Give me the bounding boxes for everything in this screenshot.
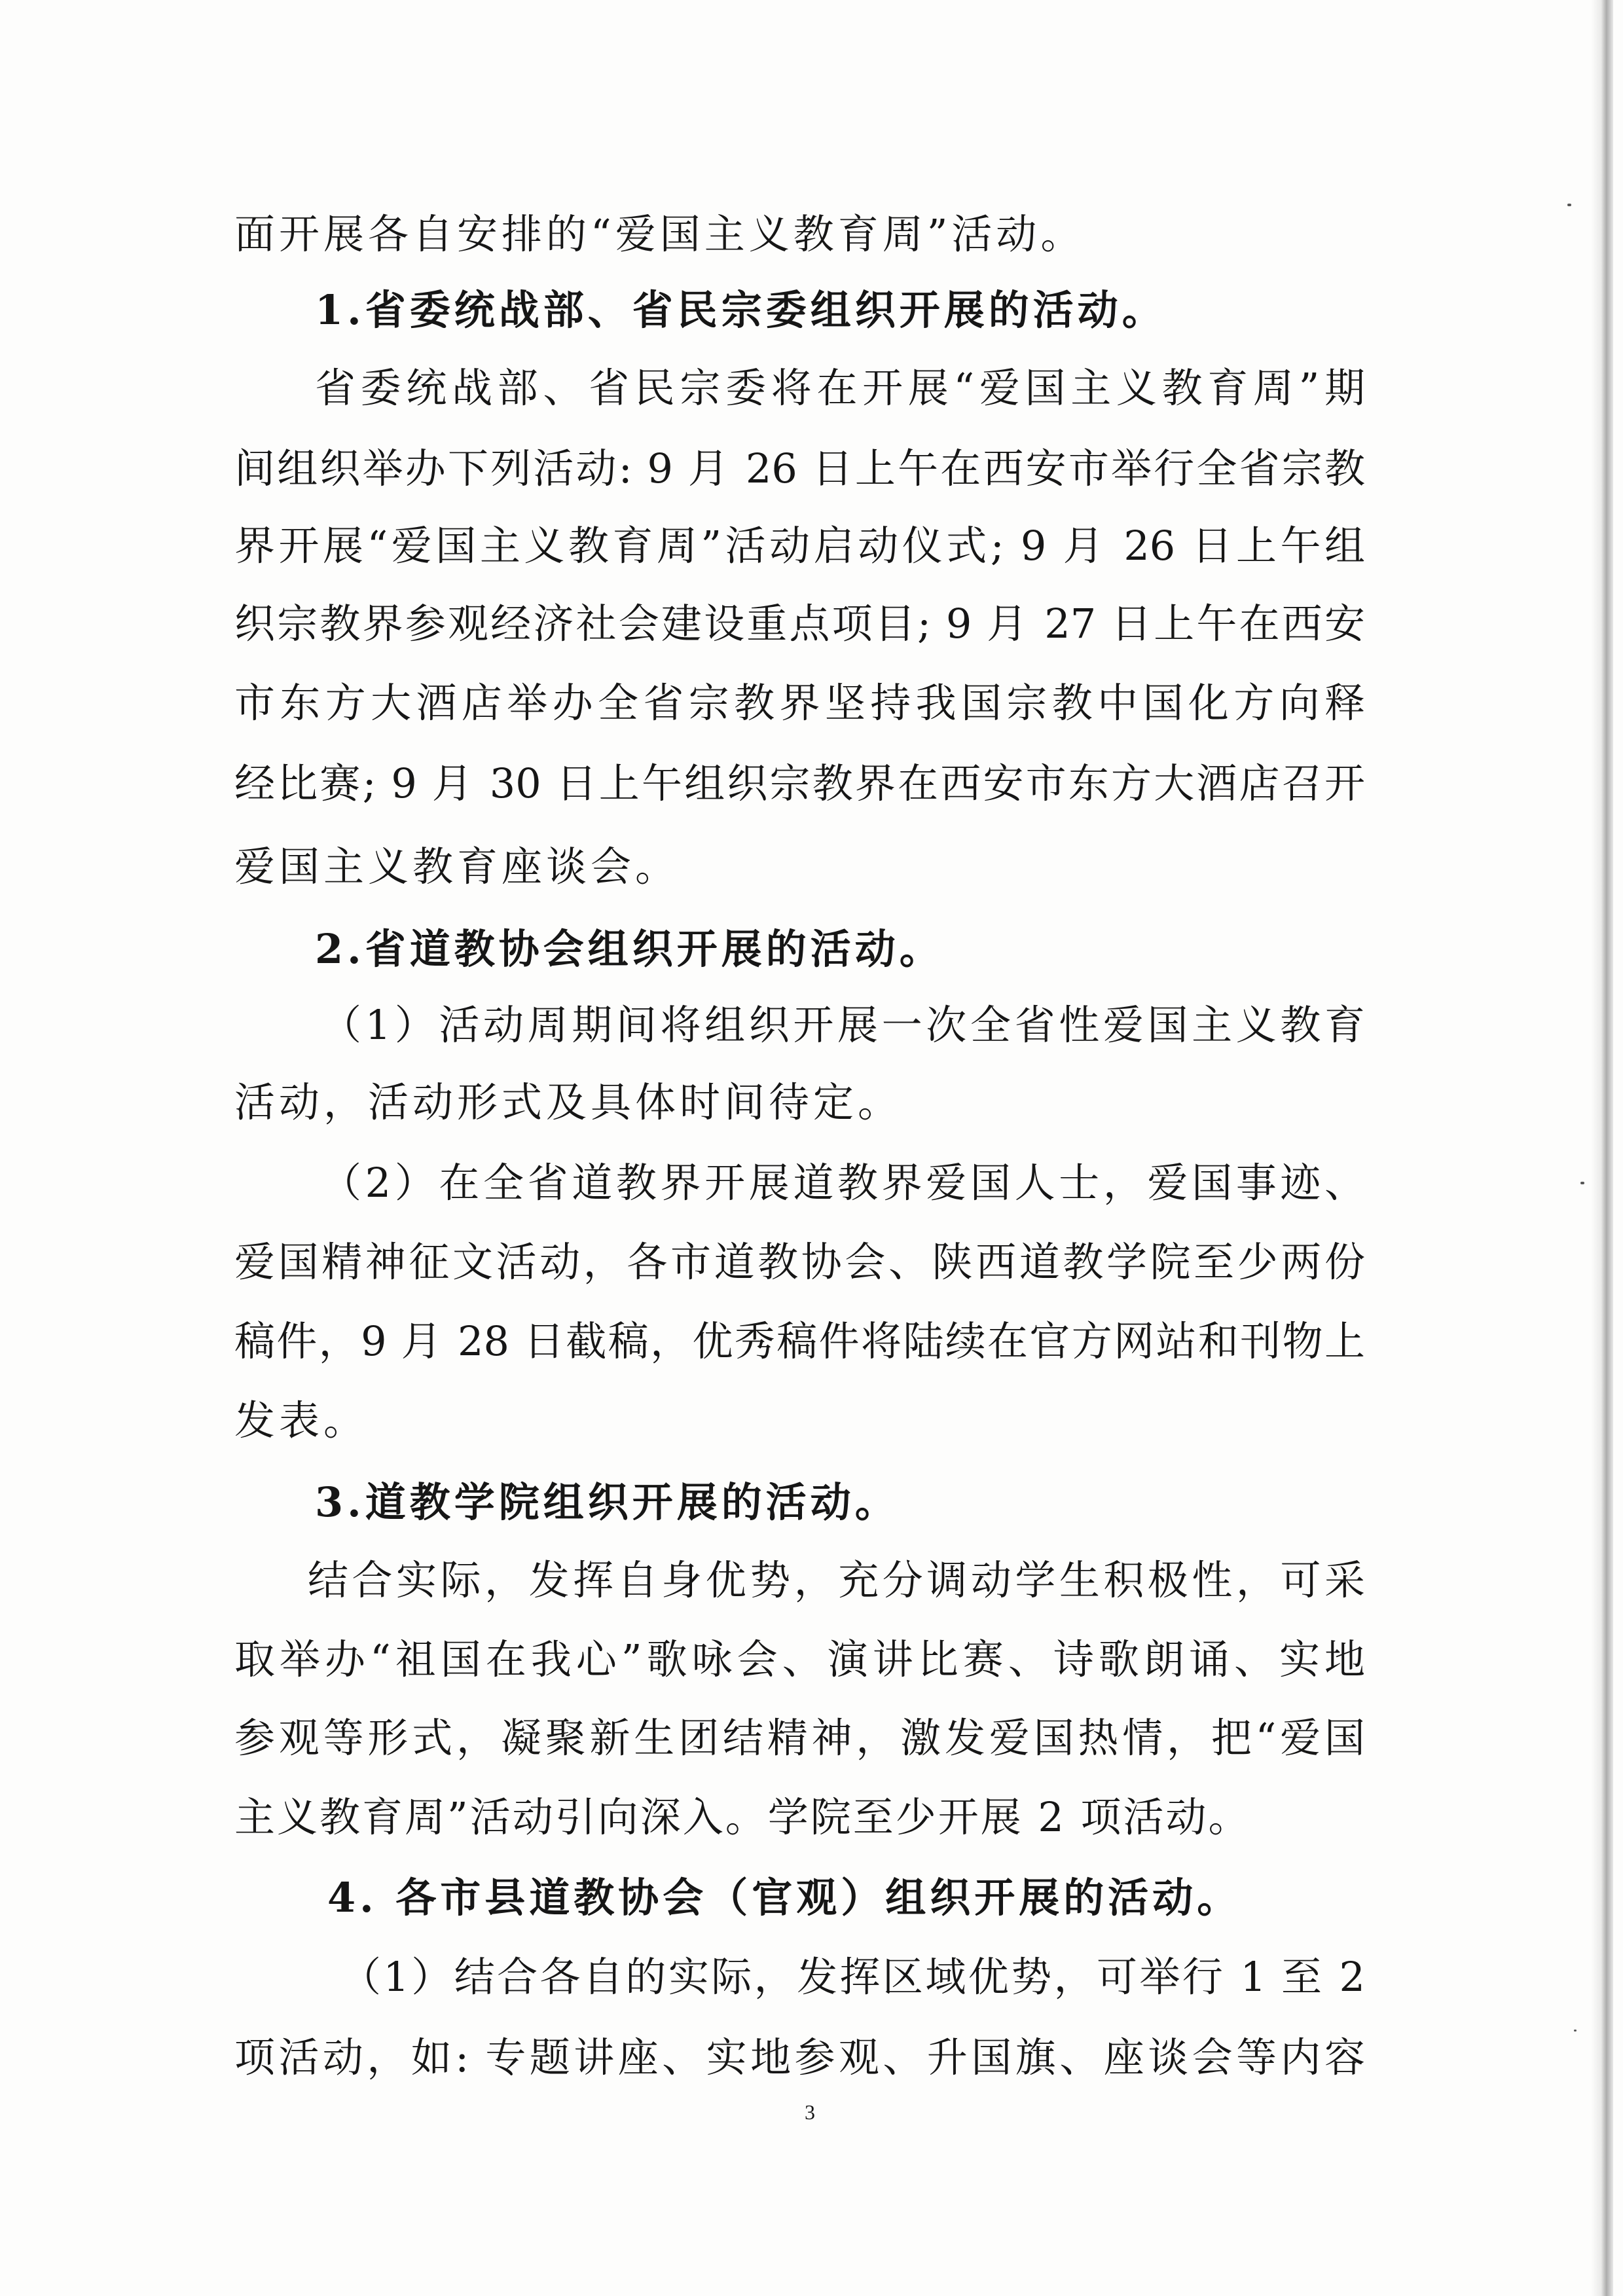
scan-speck xyxy=(1574,2030,1577,2032)
paragraph-line: 市东方大酒店举办全省宗教界坚持我国宗教中国化方向释 xyxy=(234,679,1365,727)
paragraph-line: 项活动，如: 专题讲座、实地参观、升国旗、座谈会等内容 xyxy=(234,2033,1365,2081)
paragraph-line: 结合实际，发挥自身优势，充分调动学生积极性，可采 xyxy=(308,1556,1365,1604)
paragraph-line: 间组织举办下列活动: 9 月 26 日上午在西安市举行全省宗教 xyxy=(234,445,1365,492)
paragraph-line: 发表。 xyxy=(234,1396,369,1444)
paragraph-line: （1）活动周期间将组织开展一次全省性爱国主义教育 xyxy=(321,1001,1365,1049)
section-heading: 1.省委统战部、省民宗委组织开展的活动。 xyxy=(315,286,1167,334)
paragraph-line: 活动，活动形式及具体时间待定。 xyxy=(234,1078,903,1126)
paragraph-line: 稿件，9 月 28 日截稿，优秀稿件将陆续在官方网站和刊物上 xyxy=(234,1317,1365,1365)
scan-edge-shadow xyxy=(1591,0,1613,2296)
paragraph-line: 织宗教界参观经济社会建设重点项目; 9 月 27 日上午在西安 xyxy=(234,600,1365,647)
paragraph-line: （2）在全省道教界开展道教界爱国人士，爱国事迹、 xyxy=(321,1159,1365,1207)
paragraph-line: 界开展“爱国主义教育周”活动启动仪式; 9 月 26 日上午组 xyxy=(234,522,1365,570)
paragraph-line: 爱国精神征文活动，各市道教协会、陕西道教学院至少两份 xyxy=(234,1238,1365,1286)
section-heading: 2.省道教协会组织开展的活动。 xyxy=(315,925,944,973)
scan-speck xyxy=(1580,1182,1584,1184)
section-heading: 4. 各市县道教协会（官观）组织开展的活动。 xyxy=(327,1874,1242,1922)
paragraph-line: （1）结合各自的实际，发挥区域优势，可举行 1 至 2 xyxy=(340,1953,1365,2001)
scan-speck xyxy=(1567,204,1571,206)
paragraph-line: 取举办“祖国在我心”歌咏会、演讲比赛、诗歌朗诵、实地 xyxy=(234,1635,1365,1683)
paragraph-line: 省委统战部、省民宗委将在开展“爱国主义教育周”期 xyxy=(315,364,1365,412)
page-number: 3 xyxy=(805,2100,815,2124)
section-heading: 3.道教学院组织开展的活动。 xyxy=(315,1478,900,1526)
intro-line: 面开展各自安排的“爱国主义教育周”活动。 xyxy=(234,210,1085,258)
paragraph-line: 主义教育周”活动引向深入。学院至少开展 2 项活动。 xyxy=(234,1793,1251,1841)
paragraph-line: 爱国主义教育座谈会。 xyxy=(234,843,680,890)
paragraph-line: 参观等形式，凝聚新生团结精神，激发爱国热情，把“爱国 xyxy=(234,1714,1365,1762)
paragraph-line: 经比赛; 9 月 30 日上午组织宗教界在西安市东方大酒店召开 xyxy=(234,759,1365,807)
